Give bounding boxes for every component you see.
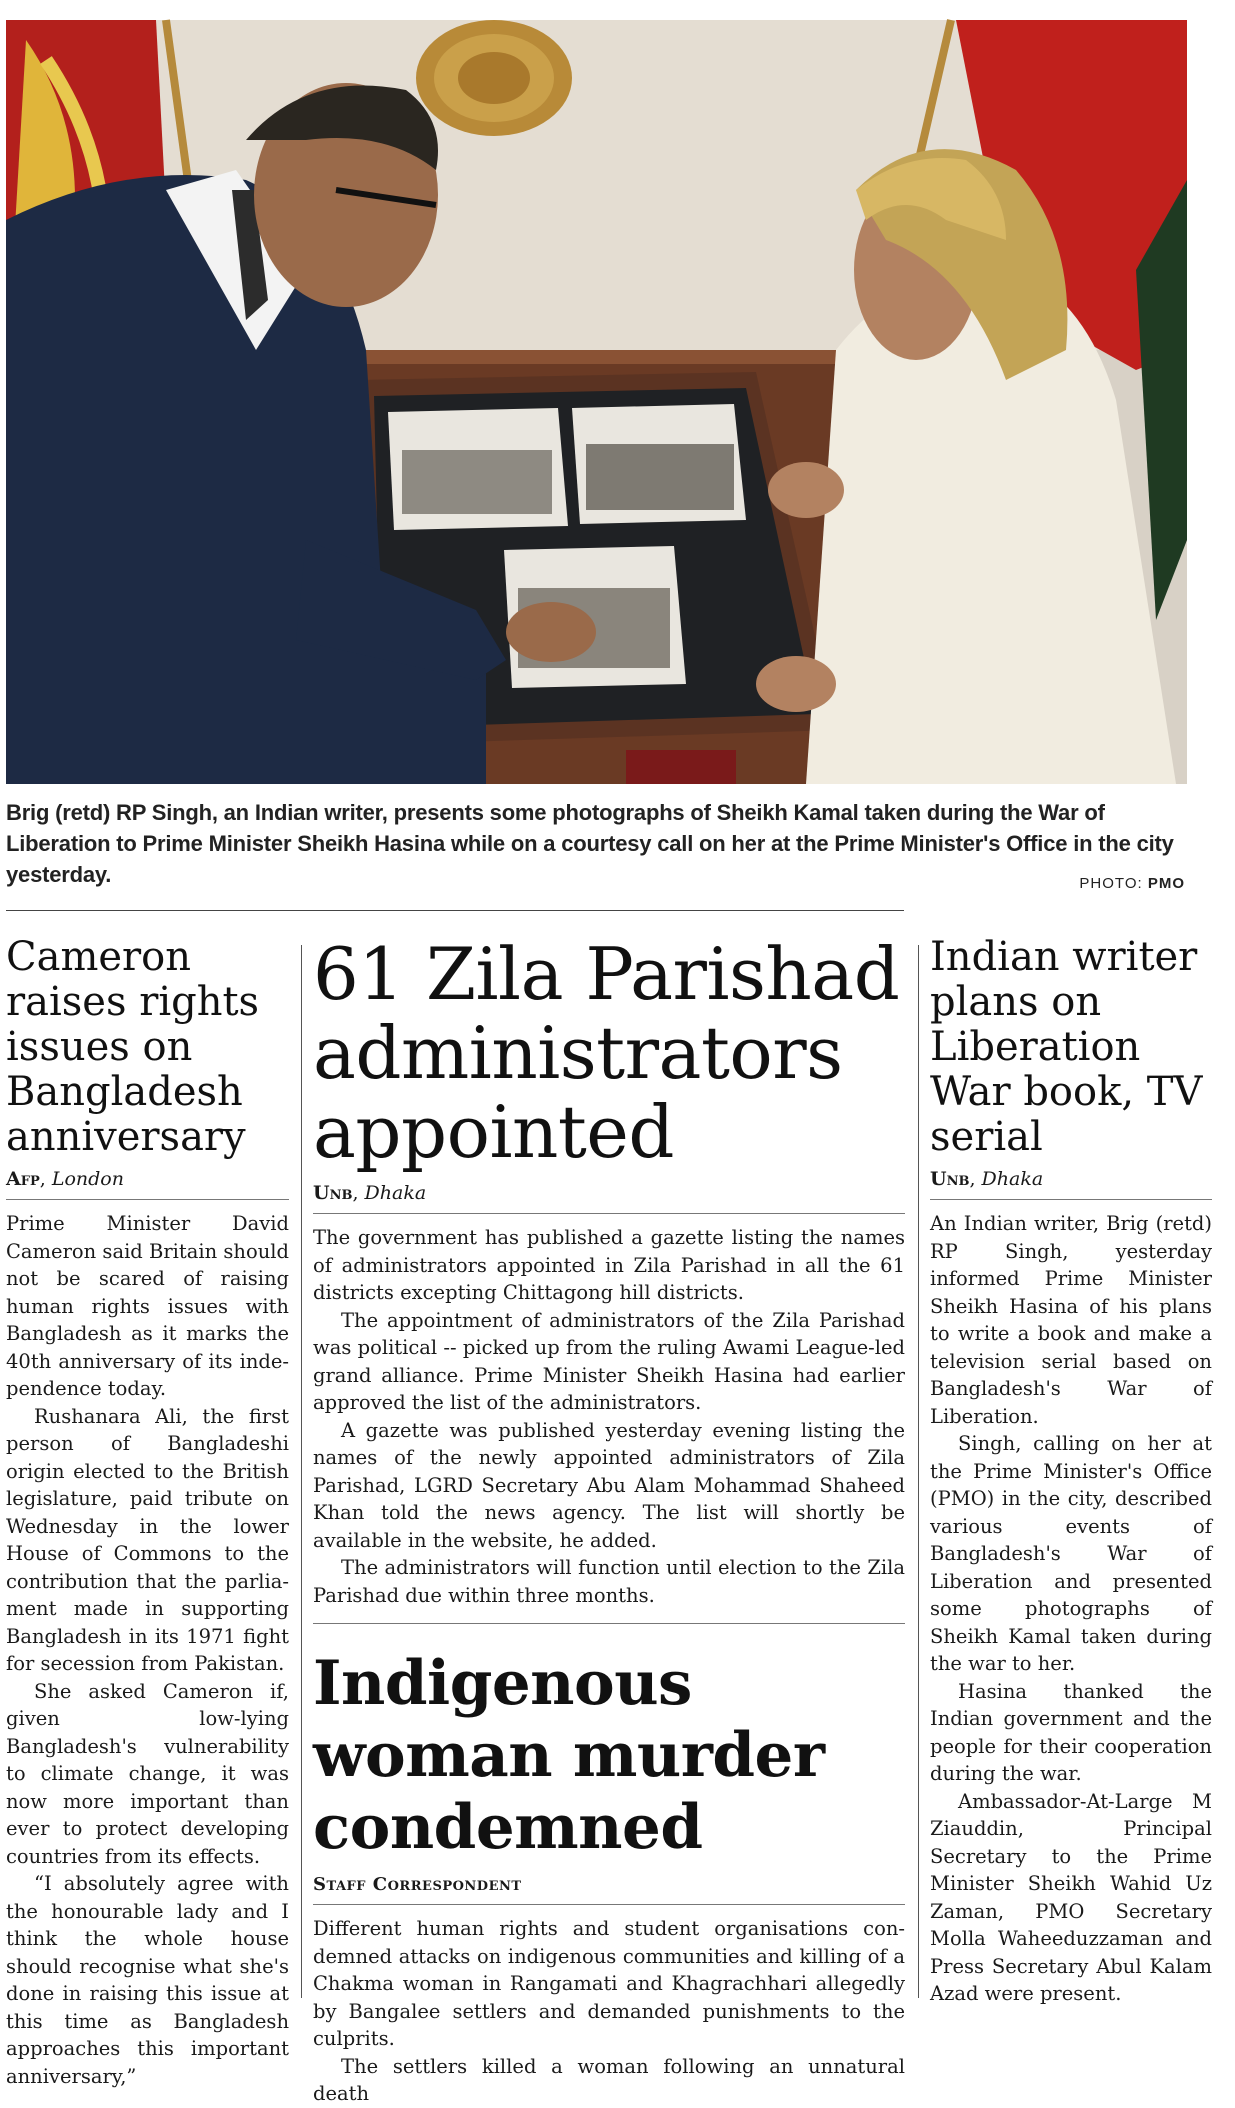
article-body-indigenous — [313, 1915, 905, 2108]
article-indian-writer — [930, 934, 1212, 2005]
byline-agency: Unb — [930, 1168, 970, 1190]
byline-place: London — [51, 1168, 124, 1190]
article-byline-staff: Staff Correspondent — [313, 1874, 522, 1895]
article-paragraph: Ambassador-At-Large M Ziauddin, Principal Secretary to the Prime Minister Sheikh Wahid Uz Zaman, PMO Secretary Molla Waheeduzzaman and Press Secretary Abul Kalam Azad were present. — [930, 1789, 1212, 2005]
article-paragraph: An Indian writer, Brig (retd) RP Singh, yesterday informed Prime Minister Sheikh Hasina of his plans to write a book and make a television serial based on Bangladesh's War of Liberation. — [930, 1212, 1212, 1428]
article-body — [313, 1224, 905, 1609]
article-headline: Cameron raises rights issues on Bangladesh anniversary — [6, 934, 260, 1160]
article-body — [6, 1210, 289, 2090]
article-paragraph: The settlers killed a woman following an unnatural death — [313, 2054, 905, 2105]
article-paragraph: Rushanara Ali, the first person of Bangladeshi origin elected to the British legislature, paid tribute on Wednesday in the lower House of Commons to the contribution that the parliament made in supporting Bangladesh in its 1971 fight for secession from Pakistan. — [6, 1404, 289, 1675]
article-headline-indigenous: Indigenous woman murder condemned — [313, 1648, 825, 1863]
column-rule-left — [301, 945, 302, 1998]
story-divider — [313, 1623, 905, 1624]
article-paragraph: Prime Minister David Cameron said Britain should not be scared of raising human rights issues with Bangladesh as it marks the 40th anniversary of its independence today. — [6, 1212, 289, 1400]
byline-agency: Unb — [313, 1182, 353, 1204]
article-body — [930, 1210, 1212, 2008]
photo-illustration — [6, 20, 1187, 784]
article-paragraph: Different human rights and student organisations condemned attacks on indigenous communities and killing of a Chakma woman in Rangamati and Khagrachhari allegedly by Bangalee settlers and demanded punishments to the culprits. — [313, 1917, 905, 2050]
article-zila-parishad — [313, 932, 905, 2105]
photo-credit-source: PMO — [1147, 875, 1185, 892]
byline-place: Dhaka — [981, 1168, 1044, 1190]
article-paragraph: Hasina thanked the Indian government and the people for their cooperation during the war. — [930, 1679, 1212, 1785]
article-cameron — [6, 934, 289, 2088]
byline-rule — [930, 1199, 1212, 1200]
news-photo — [6, 20, 1187, 784]
byline-rule — [313, 1904, 905, 1905]
article-byline: Unb, Dhaka — [313, 1182, 427, 1204]
byline-rule — [313, 1213, 905, 1214]
article-paragraph: A gazette was published yesterday evening listing the names of the newly appointed administrators of Zila Parishad, LGRD Secretary Abu Alam Mohammad Shaheed Khan told the news agency. The list will shortly be available in the website, he added. — [313, 1418, 905, 1552]
article-paragraph: The government has published a gazette listing the names of administrators appointed in Zila Parishad in all the 61 districts excepting Chittagong hill districts. — [313, 1226, 905, 1304]
article-headline: 61 Zila Parishad administrators appointed — [313, 932, 900, 1174]
article-byline: Unb, Dhaka — [930, 1168, 1044, 1190]
photo-credit — [1079, 875, 1185, 892]
section-divider — [6, 910, 904, 911]
article-paragraph: “I absolutely agree with the honourable lady and I think the whole house should recognise what she's done in raising this issue at this time as Bangladesh approaches this important anniversary,” — [6, 1872, 289, 2088]
article-paragraph: The appointment of administrators of the Zila Parishad was political -- picked up from the ruling Awami League-led grand alliance. Prime Minister Sheikh Hasina had earlier approved the list of the administrators. — [313, 1308, 905, 1414]
article-paragraph: The administrators will function until election to the Zila Parishad due within three months. — [313, 1556, 905, 1607]
article-paragraph: She asked Cameron if, given low-lying Bangladesh's vulnerability to climate change, it was now more important than ever to protect developing countries from its effects. — [6, 1679, 289, 1868]
article-paragraph: Singh, calling on her at the Prime Minister's Office (PMO) in the city, described various events of Bangladesh's War of Liberation and presented some photographs of Sheikh Kamal taken during the war to her. — [930, 1432, 1212, 1675]
byline-place: Dhaka — [364, 1182, 427, 1204]
column-rule-right — [918, 945, 919, 1998]
photo-credit-label: PHOTO: — [1079, 875, 1143, 892]
article-byline: Afp, London — [6, 1168, 124, 1190]
article-headline: Indian writer plans on Liberation War book, TV serial — [930, 934, 1203, 1160]
byline-rule — [6, 1199, 289, 1200]
byline-agency: Afp — [6, 1168, 40, 1190]
photo-caption: Brig (retd) RP Singh, an Indian writer, presents some photographs of Sheikh Kamal taken during the War of Liberation to Prime Minister Sheikh Hasina while on a courtesy call on her at the Prime Minister's Office in the city yesterday. — [6, 800, 1174, 887]
